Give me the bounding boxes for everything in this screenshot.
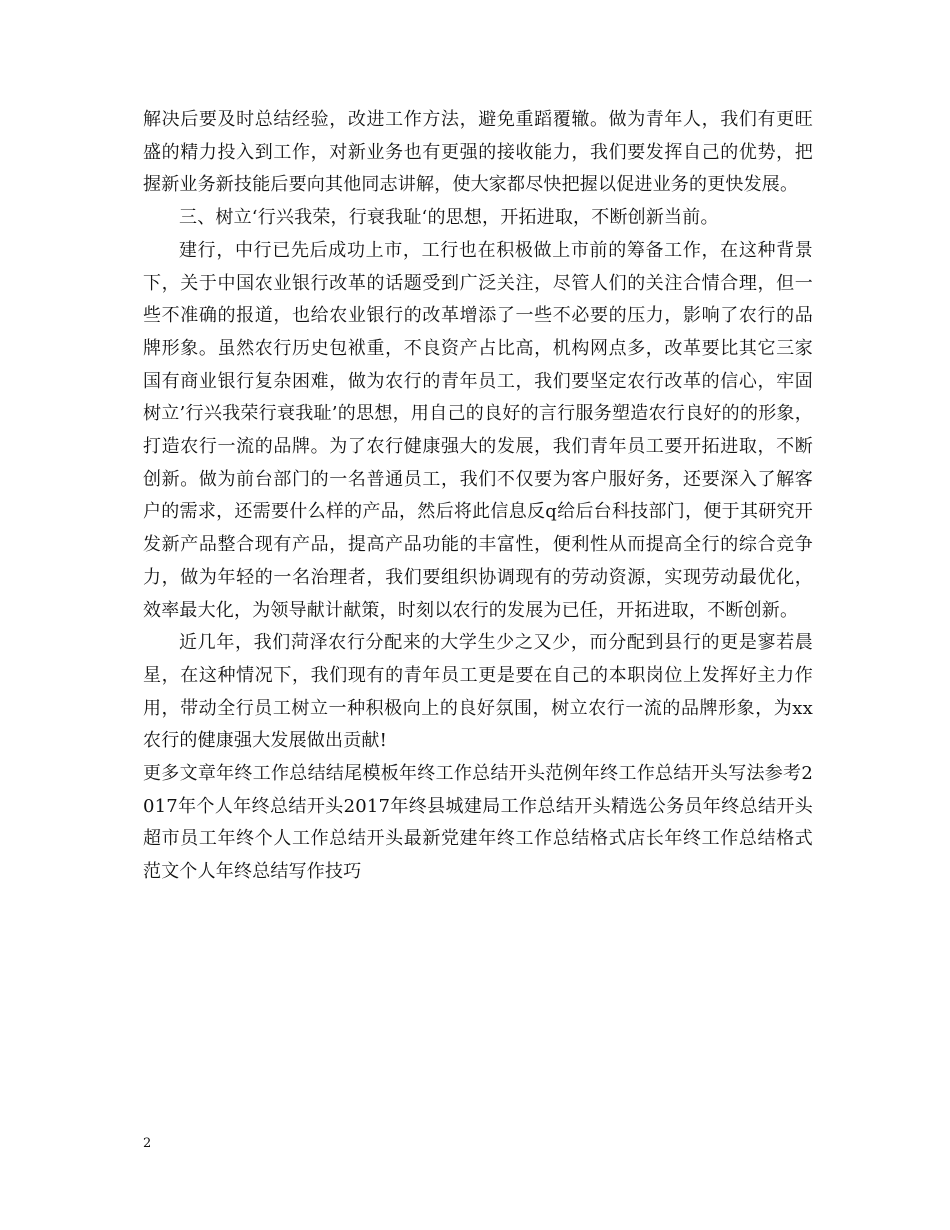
section-heading-three: 三、树立‘行兴我荣，行衰我耻‘的思想，开拓进取，不断创新当前。	[179, 207, 719, 229]
related-articles-text: 更多文章年终工作总结结尾模板年终工作总结开头范例年终工作总结开头写法参考2017年个人年终总结开头2017年终县城建局工作总结开头精选公务员年终总结开头超市员工年终个人工作总结开头最新党建年终工作总结格式店长年终工作总结格式范文个人年终总结写作技巧	[143, 763, 813, 883]
page-number: 2	[143, 1136, 152, 1151]
paragraph-young-staff: 近几年，我们菏泽农行分配来的大学生少之又少，而分配到县行的更是寥若晨星，在这种情况下，我们现有的青年员工更是要在自己的本职岗位上发挥好主力作用，带动全行员工树立一种积极向上的良好氛围，树立农行一流的品牌形象，为xx农行的健康强大发展做出贡献!	[143, 632, 813, 752]
paragraph-problem-solving: 解决后要及时总结经验，改进工作方法，避免重蹈覆辙。做为青年人，我们有更旺盛的精力投入到工作，对新业务也有更强的接收能力，我们要发挥自己的优势，把握新业务新技能后要向其他同志讲解，使大家都尽快把握以促进业务的更快发展。	[143, 109, 813, 196]
body-text	[143, 104, 813, 889]
paragraph-bank-reform: 建行，中行已先后成功上市，工行也在积极做上市前的筹备工作，在这种背景下，关于中国农业银行改革的话题受到广泛关注，尽管人们的关注合情合理，但一些不准确的报道，也给农业银行的改革增添了一些不必要的压力，影响了农行的品牌形象。虽然农行历史包袱重，不良资产占比高，机构网点多，改革要比其它三家国有商业银行复杂困难，做为农行的青年员工，我们要坚定农行改革的信心，牢固树立’行兴我荣行衰我耻’的思想，用自己的良好的言行服务塑造农行良好的的形象，打造农行一流的品牌。为了农行健康强大的发展，我们青年员工要开拓进取，不断创新。做为前台部门的一名普通员工，我们不仅要为客户服好务，还要深入了解客户的需求，还需要什么样的产品，然后将此信息反q给后台科技部门，便于其研究开发新产品整合现有产品，提高产品功能的丰富性，便利性从而提高全行的综合竞争力，做为年轻的一名治理者，我们要组织协调现有的劳动资源，实现劳动最优化，效率最大化，为领导献计献策，时刻以农行的发展为已任，开拓进取，不断创新。	[143, 239, 813, 621]
